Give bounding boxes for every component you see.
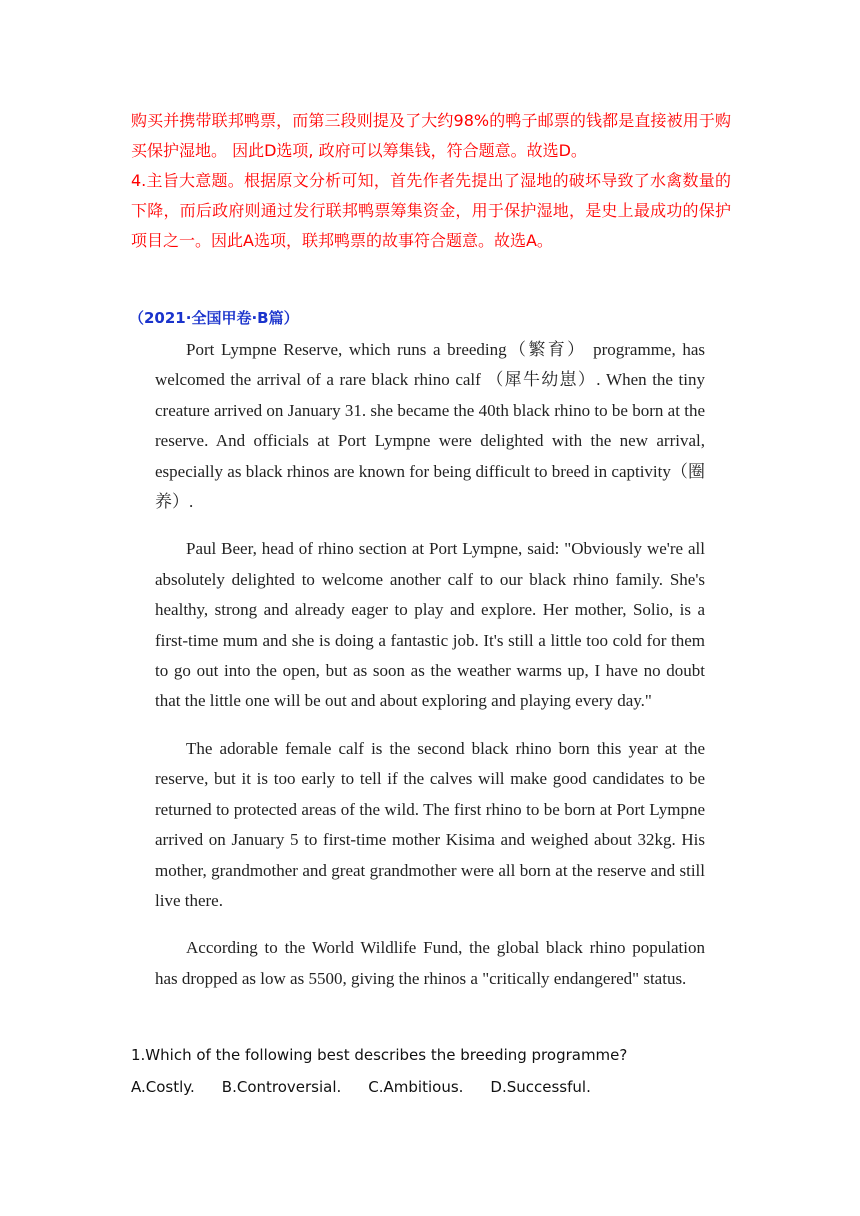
- option-b: B.Controversial.: [221, 1078, 342, 1096]
- question-stem: 1.Which of the following best describes the breeding programme?: [131, 1046, 628, 1064]
- option-d: D.Successful.: [490, 1078, 591, 1096]
- passage-paragraph-2: Paul Beer, head of rhino section at Port Lympne, said: "Obviously we're all absolutely delighted to welcome another calf to our black rhino family. She's healthy, strong and already eager to play and explore. Her mother, Solio, is a first-time mum and she is doing a fantastic job. It's still a little too cold for them to go out into the open, but as soon as the weather warms up, I have no doubt that the little one will be out and about exploring and playing every day.": [155, 539, 705, 711]
- answer-options: [131, 1072, 751, 1102]
- answer-explanation: [131, 106, 731, 256]
- option-c: C.Ambitious.: [368, 1078, 464, 1096]
- passage-paragraph-1: Port Lympne Reserve, which runs a breeding（繁育） programme, has welcomed the arrival of a rare black rhino calf （犀牛幼崽）. When the tiny creature arrived on January 31. she became the 40th black rhino to be born at the reserve. And officials at Port Lympne were delighted with the new arrival, especially as black rhinos are known for being difficult to breed in captivity（圈养）.: [155, 340, 705, 512]
- passage-paragraph-3: The adorable female calf is the second black rhino born this year at the reserve, but it is too early to tell if the calves will make good candidates to be returned to protected areas of the wild. The first rhino to be born at Port Lympne arrived on January 5 to first-time mother Kisima and weighed about 32kg. His mother, grandmother and great grandmother were all born at the reserve and still live there.: [155, 738, 705, 910]
- explanation-paragraph-2: 4.主旨大意题。根据原文分析可知，首先作者先提出了湿地的破坏导致了水禽数量的下降，而后政府则通过发行联邦鸭票筹集资金，用于保护湿地，是史上最成功的保护项目之一。因此A选项，联邦鸭票的故事符合题意。故选A。: [131, 171, 731, 250]
- passage-paragraph-4: According to the World Wildlife Fund, the global black rhino population has dropped as low as 5500, giving the rhinos a "critically endangered" status.: [155, 938, 705, 988]
- section-label: （2021·全国甲卷·B篇）: [129, 309, 299, 327]
- explanation-paragraph-1: 购买并携带联邦鸭票，而第三段则提及了大约98%的鸭子邮票的钱都是直接被用于购买保护湿地。 因此D选项, 政府可以筹集钱，符合题意。故选D。: [131, 111, 731, 160]
- option-a: A.Costly.: [131, 1078, 195, 1096]
- question-1: [131, 1040, 751, 1102]
- reading-passage: [155, 335, 705, 1011]
